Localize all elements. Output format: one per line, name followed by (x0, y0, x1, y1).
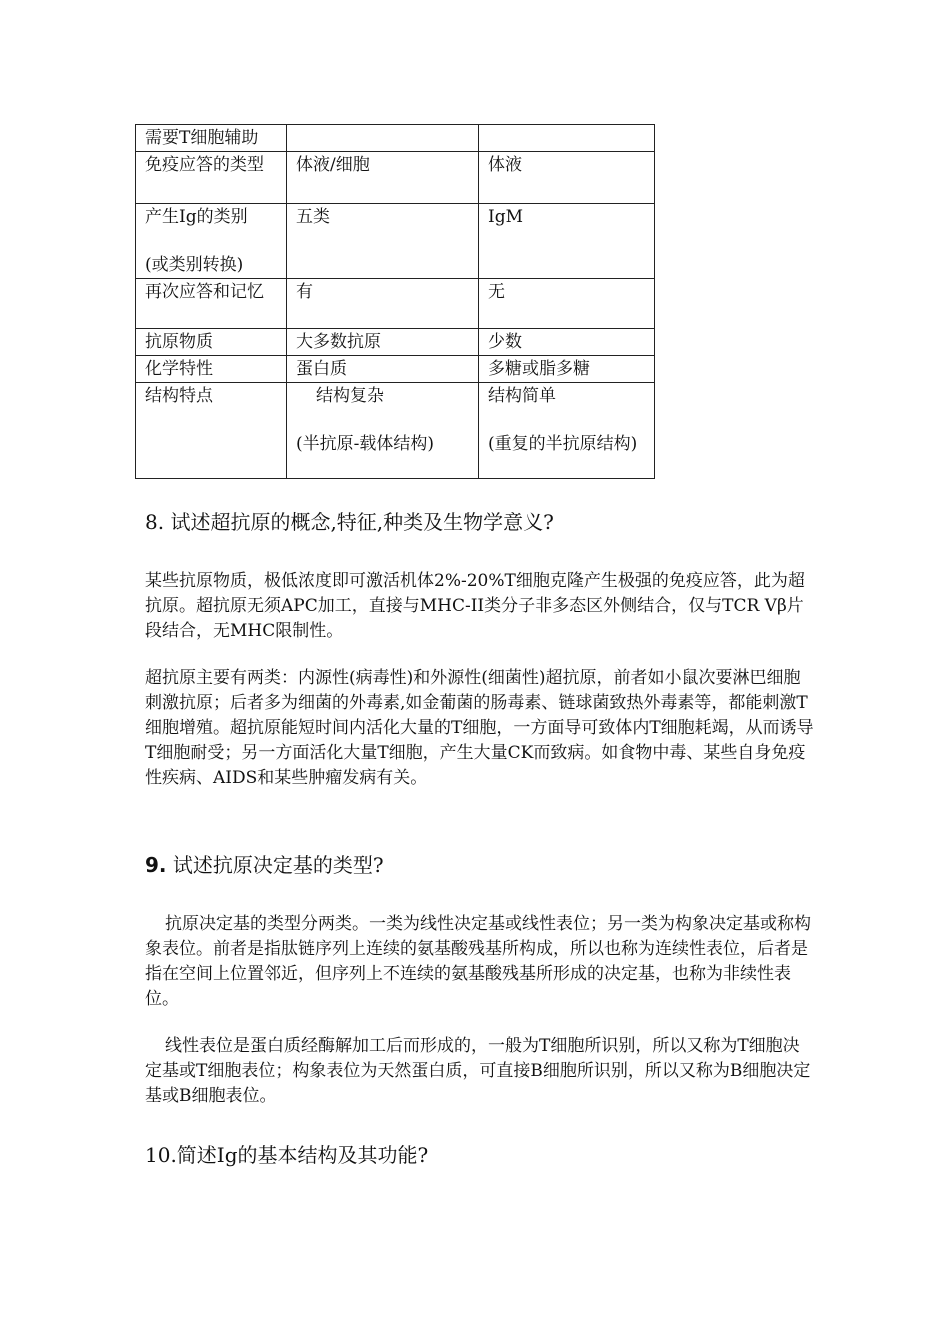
table-cell: 抗原物质 (136, 329, 287, 356)
table-row (136, 279, 655, 329)
table-cell: 免疫应答的类型 (136, 152, 287, 204)
table-cell: 体液 (479, 152, 655, 204)
table-row (136, 383, 655, 479)
question-8-paragraph-2: 超抗原主要有两类：内源性(病毒性)和外源性(细菌性)超抗原，前者如小鼠次要淋巴细胞刺激抗原；后者多为细菌的外毒素,如金葡菌的肠毒素、链球菌致热外毒素等，都能刺激T细胞增殖。超抗原能短时间内活化大量的T细胞，一方面导可致体内T细胞耗竭，从而诱导T细胞耐受；另一方面活化大量T细胞，产生大量CK而致病。如食物中毒、某些自身免疫性疾病、AIDS和某些肿瘤发病有关。 (145, 668, 814, 788)
table-cell: 少数 (479, 329, 655, 356)
table-cell: 结构复杂 (半抗原-载体结构) (287, 383, 479, 479)
table-cell: 需要T细胞辅助 (136, 125, 287, 152)
table-cell (479, 125, 655, 152)
table-cell: IgM (479, 204, 655, 279)
table-cell: 有 (287, 279, 479, 329)
table-cell: 五类 (287, 204, 479, 279)
question-9-paragraph-2: 线性表位是蛋白质经酶解加工后而形成的，一般为T细胞所识别，所以又称为T细胞决定基或T细胞表位；构象表位为天然蛋白质，可直接B细胞所识别，所以又称为B细胞决定基或B细胞表位。 (145, 1036, 811, 1106)
table-cell: 多糖或脂多糖 (479, 356, 655, 383)
table-cell: 无 (479, 279, 655, 329)
question-9-heading: 9. 试述抗原决定基的类型? (145, 853, 384, 877)
table-row (136, 152, 655, 204)
question-8-paragraph-1: 某些抗原物质，极低浓度即可激活机体2%-20%T细胞克隆产生极强的免疫应答，此为超抗原。超抗原无须APC加工，直接与MHC-II类分子非多态区外侧结合，仅与TCR Vβ片段结合，无MHC限制性。 (145, 571, 805, 641)
table-row (136, 356, 655, 383)
table-row (136, 329, 655, 356)
table-cell: 体液/细胞 (287, 152, 479, 204)
table-cell: 结构特点 (136, 383, 287, 479)
comparison-table (135, 124, 655, 479)
table-cell (287, 125, 479, 152)
table-row (136, 125, 655, 152)
table-cell: 产生Ig的类别 (或类别转换) (136, 204, 287, 279)
table-cell: 蛋白质 (287, 356, 479, 383)
table-row (136, 204, 655, 279)
question-10-heading: 10.简述Ig的基本结构及其功能? (145, 1143, 429, 1167)
question-9-paragraph-1: 抗原决定基的类型分两类。一类为线性决定基或线性表位；另一类为构象决定基或称构象表位。前者是指肽链序列上连续的氨基酸残基所构成，所以也称为连续性表位，后者是指在空间上位置邻近，但序列上不连续的氨基酸残基所形成的决定基，也称为非续性表位。 (145, 914, 811, 1009)
table-cell: 再次应答和记忆 (136, 279, 287, 329)
table-cell: 化学特性 (136, 356, 287, 383)
table-cell: 结构简单 (重复的半抗原结构) (479, 383, 655, 479)
question-8-heading: 8. 试述超抗原的概念,特征,种类及生物学意义? (145, 510, 554, 534)
table-cell: 大多数抗原 (287, 329, 479, 356)
